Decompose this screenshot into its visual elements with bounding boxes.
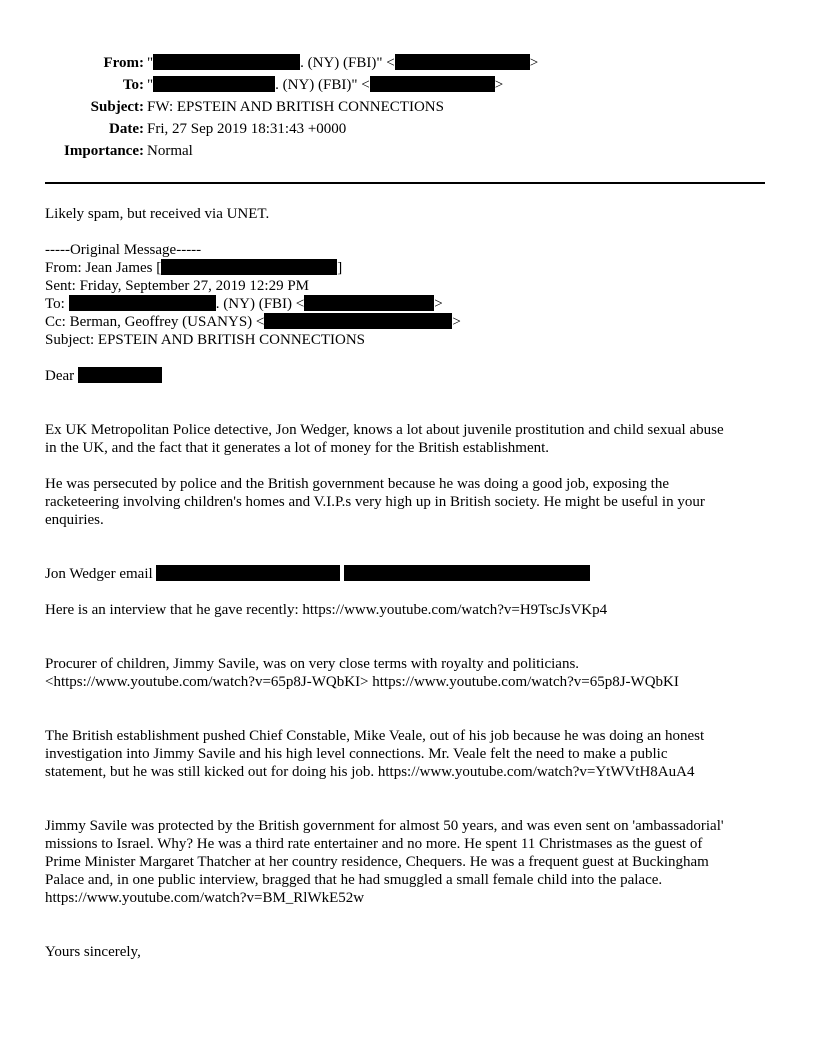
to-close: >	[494, 77, 504, 93]
redaction-box	[69, 295, 216, 311]
importance-value: Normal	[147, 143, 193, 159]
paragraph-line: investigation into Jimmy Savile and his high level connections. Mr. Veale felt the need to make a public	[45, 746, 668, 762]
to-value	[147, 75, 503, 95]
from-label: From:	[103, 55, 144, 71]
header-to-row	[0, 75, 816, 95]
from-agency: . (NY) (FBI)" <	[300, 55, 395, 71]
date-value: Fri, 27 Sep 2019 18:31:43 +0000	[147, 121, 347, 137]
original-cc	[45, 313, 775, 331]
original-cc-close: >	[452, 314, 461, 330]
to-label: To:	[122, 77, 144, 93]
paragraph-line: He was persecuted by police and the British government because he was doing a good job, exposing the	[45, 476, 670, 492]
header-from-row	[0, 53, 816, 73]
original-to-label: To:	[45, 296, 65, 312]
interview-line: Here is an interview that he gave recently: https://www.youtube.com/watch?v=H9TscJsVKp4	[45, 602, 608, 618]
paragraph-1	[45, 421, 775, 457]
paragraph-line: enquiries.	[45, 512, 104, 528]
wedger-email-label: Jon Wedger email	[45, 566, 153, 582]
paragraph-line: Jimmy Savile was protected by the British government for almost 50 years, and was even sent on 'ambassadorial'	[45, 818, 724, 834]
paragraph-5	[45, 817, 775, 907]
redaction-box	[264, 313, 452, 329]
paragraph-line: The British establishment pushed Chief Constable, Mike Veale, out of his job because he was doing an honest	[45, 728, 705, 744]
header-subject-row	[0, 97, 816, 117]
subject-value: FW: EPSTEIN AND BRITISH CONNECTIONS	[147, 99, 444, 115]
original-message-block	[45, 241, 775, 349]
from-value	[147, 53, 538, 73]
header-date-row	[0, 119, 816, 139]
wedger-email-line	[45, 565, 775, 583]
paragraph-line: Palace and, in one public interview, bragged that he had smuggled a small female child into the palace.	[45, 872, 663, 888]
paragraph-4	[45, 727, 775, 781]
original-to-agency: . (NY) (FBI) <	[215, 296, 305, 312]
original-cc-text: Cc: Berman, Geoffrey (USANYS) <	[45, 314, 265, 330]
paragraph-line: Procurer of children, Jimmy Savile, was on very close terms with royalty and politicians.	[45, 656, 580, 672]
redaction-box	[153, 76, 275, 92]
header-divider	[45, 182, 765, 184]
closing: Yours sincerely,	[45, 944, 141, 960]
to-agency: . (NY) (FBI)" <	[275, 77, 370, 93]
subject-label: Subject:	[90, 99, 144, 115]
header-importance-row	[0, 141, 816, 161]
greeting	[45, 367, 775, 385]
paragraph-line: https://www.youtube.com/watch?v=BM_RlWkE52w	[45, 890, 365, 906]
greeting-text: Dear	[45, 368, 75, 384]
redaction-box	[370, 76, 495, 92]
to-quote: "	[147, 77, 154, 93]
importance-label: Importance:	[64, 143, 144, 159]
redaction-box	[395, 54, 530, 70]
paragraph-line: missions to Israel. Why? He was a third rate entertainer and no more. He spent 11 Christmases as the guest of	[45, 836, 703, 852]
paragraph-2	[45, 475, 775, 529]
redaction-box	[153, 54, 300, 70]
original-from	[45, 259, 775, 277]
original-subject: Subject: EPSTEIN AND BRITISH CONNECTIONS	[45, 332, 366, 348]
redaction-box	[304, 295, 434, 311]
redaction-box	[161, 259, 337, 275]
intro-note: Likely spam, but received via UNET.	[45, 206, 270, 222]
from-close: >	[529, 55, 539, 71]
original-from-text: From: Jean James [	[45, 260, 162, 276]
paragraph-line: <https://www.youtube.com/watch?v=65p8J-WQbKI> https://www.youtube.com/watch?v=65p8J-WQbKI	[45, 674, 679, 690]
date-label: Date:	[109, 121, 144, 137]
paragraph-line: Prime Minister Margaret Thatcher at her country residence, Chequers. He was a frequent guest at Buckingham	[45, 854, 709, 870]
original-from-close: ]	[337, 260, 343, 276]
paragraph-3	[45, 655, 775, 691]
original-to	[45, 295, 775, 313]
paragraph-line: in the UK, and the fact that it generates a lot of money for the British establishment.	[45, 440, 550, 456]
original-to-close: >	[434, 296, 443, 312]
redaction-box	[344, 565, 590, 581]
original-sent: Sent: Friday, September 27, 2019 12:29 PM	[45, 278, 310, 294]
paragraph-line: racketeering involving children's homes and V.I.P.s very high up in British society. He might be useful in your	[45, 494, 705, 510]
redaction-box	[156, 565, 340, 581]
original-divider: -----Original Message-----	[45, 242, 202, 258]
redaction-box	[78, 367, 162, 383]
from-quote: "	[147, 55, 154, 71]
paragraph-line: Ex UK Metropolitan Police detective, Jon Wedger, knows a lot about juvenile prostitution and child sexual abuse	[45, 422, 724, 438]
paragraph-line: statement, but he was still kicked out for doing his job. https://www.youtube.com/watch?v=YtWVtH8AuA4	[45, 764, 695, 780]
